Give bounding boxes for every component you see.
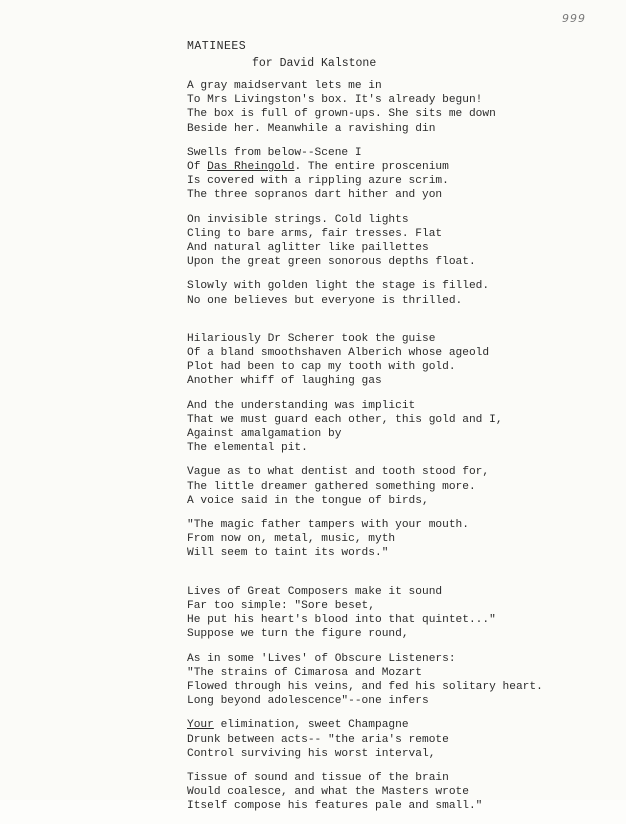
poem-line: Will seem to taint its words." [187,547,389,560]
poem-line: Beside her. Meanwhile a ravishing din [187,122,436,135]
poem-body [187,79,607,824]
poem-line: And natural aglitter like paillettes [187,242,429,255]
poem-line: Is covered with a rippling azure scrim. [187,175,449,188]
poem-line: From now on, metal, music, myth [187,533,396,546]
stanza [187,332,607,389]
poem-line: Plot had been to cap my tooth with gold. [187,361,456,374]
poem-line: On invisible strings. Cold lights [187,213,409,226]
poem-line: As in some 'Lives' of Obscure Listeners: [187,652,456,665]
underlined-text: Das Rheingold [207,161,295,174]
poem-line: Of Das Rheingold. The entire proscenium [187,161,449,174]
poem-line: To Mrs Livingston's box. It's already begun! [187,94,483,107]
poem-line: And the understanding was implicit [187,399,416,412]
page-number: 999 [562,12,586,25]
poem-line: The three sopranos dart hither and yon [187,189,443,202]
poem-line: Long beyond adolescence"--one infers [187,695,429,708]
poem-line: Vague as to what dentist and tooth stood for, [187,466,490,479]
stanza [187,279,607,307]
poem-line: Another whiff of laughing gas [187,375,382,388]
poem-line: "The strains of Cimarosa and Mozart [187,666,422,679]
poem-line: Against amalgamation by [187,428,342,441]
poem-line: Flowed through his veins, and fed his solitary heart. [187,680,543,693]
poem-line: Suppose we turn the figure round, [187,628,409,641]
stanza [187,399,607,456]
poem-line: A gray maidservant lets me in [187,80,382,92]
poem-title: MATINEES [187,40,247,53]
poem-line: Swells from below--Scene I [187,146,362,159]
poem-line: Drunk between acts-- "the aria's remote [187,733,449,746]
poem-line: A voice said in the tongue of birds, [187,494,429,507]
poem-line: "The magic father tampers with your mouth. [187,519,469,532]
poem-line: He put his heart's blood into that quintet..." [187,614,496,627]
stanza [187,585,607,642]
poem-line: Your elimination, sweet Champagne [187,719,409,732]
poem-line: The little dreamer gathered something more. [187,480,476,493]
poem-line: Hilariously Dr Scherer took the guise [187,332,436,345]
underlined-text: Your [187,719,214,732]
stanza [187,465,607,508]
stanza [187,518,607,561]
poem-line: Tissue of sound and tissue of the brain [187,771,449,784]
stanza [187,718,607,761]
poem-line: Itself compose his features pale and small." [187,800,483,813]
stanza [187,79,607,136]
stanza [187,652,607,709]
poem-line: Cling to bare arms, fair tresses. Flat [187,227,443,240]
poem-line: Control surviving his worst interval, [187,747,436,760]
poem-line: Upon the great green sonorous depths float. [187,256,476,269]
poem-line: No one believes but everyone is thrilled. [187,294,463,307]
poem-line: That we must guard each other, this gold and I, [187,413,503,426]
poem-line: Would coalesce, and what the Masters wrote [187,786,469,799]
poem-line: Slowly with golden light the stage is filled. [187,280,490,293]
stanza [187,771,607,814]
poem-line: The elemental pit. [187,442,308,455]
poem-line: Lives of Great Composers make it sound [187,585,443,598]
poem-dedication: for David Kalstone [252,57,377,70]
poem-line: Of a bland smoothshaven Alberich whose ageold [187,347,490,360]
poem-line: The box is full of grown-ups. She sits me down [187,108,496,121]
poem-line: Far too simple: "Sore beset, [187,599,375,612]
stanza [187,146,607,203]
stanza [187,213,607,270]
